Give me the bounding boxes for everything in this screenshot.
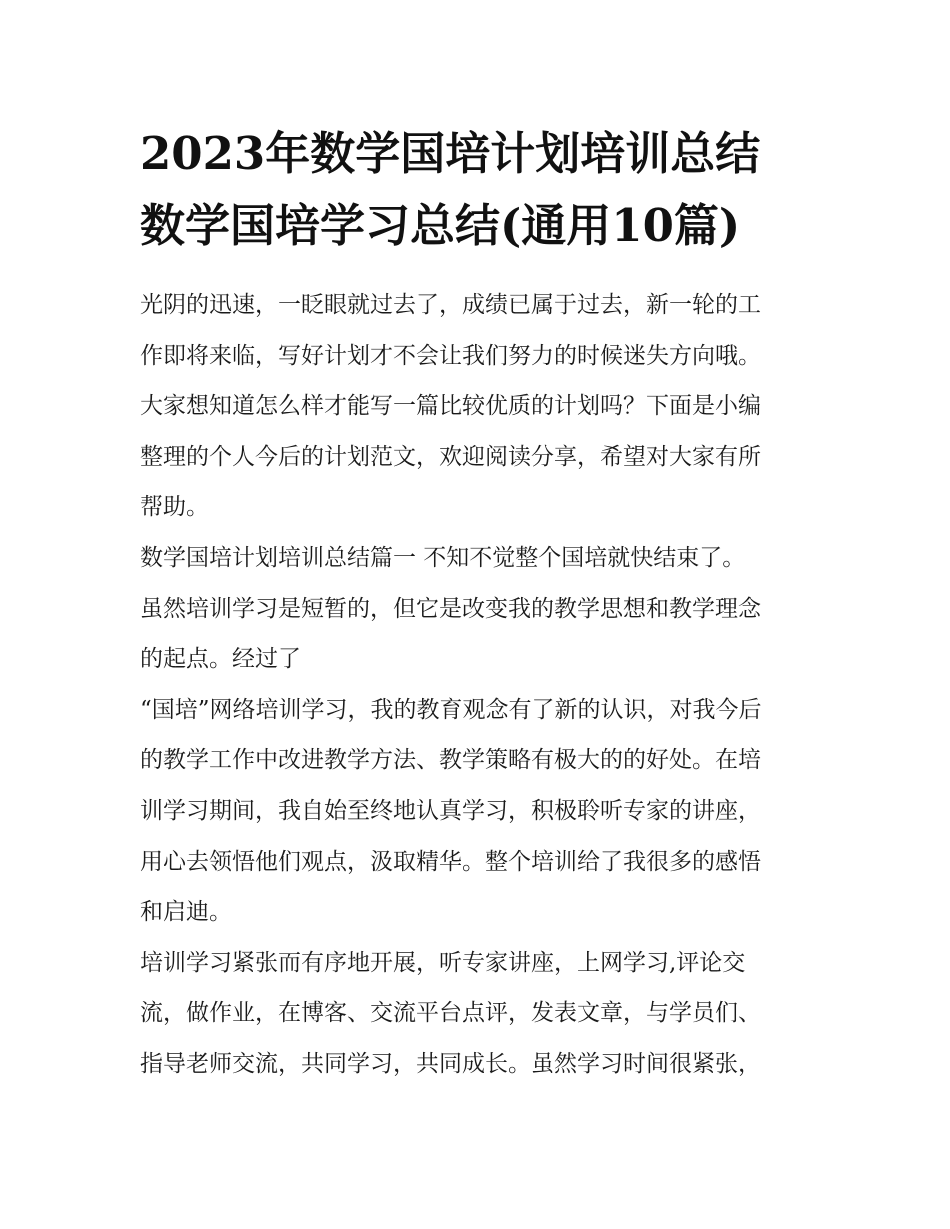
body-line: 的起点。经过了 — [140, 646, 301, 673]
body-line: 流，做作业，在博客、交流平台点评，发表文章，与学员们、 — [140, 1000, 761, 1027]
body-line: 用心去领悟他们观点，汲取精华。整个培训给了我很多的感悟 — [140, 848, 761, 875]
body-line: 培训学习紧张而有序地开展，听专家讲座，上网学习,评论交 — [140, 949, 746, 976]
body-line: 大家想知道怎么样才能写一篇比较优质的计划吗？下面是小编 — [140, 393, 761, 420]
title-line-1: 2023年数学国培计划培训总结 — [140, 127, 761, 180]
document-body — [140, 280, 820, 1090]
document-title — [140, 118, 820, 262]
body-line: 训学习期间，我自始至终地认真学习，积极聆听专家的讲座， — [140, 797, 761, 824]
body-line: 虽然培训学习是短暂的，但它是改变我的教学思想和教学理念 — [140, 595, 761, 622]
body-line: 整理的个人今后的计划范文，欢迎阅读分享，希望对大家有所 — [140, 443, 761, 470]
body-line: 作即将来临，写好计划才不会让我们努力的时候迷失方向哦。 — [140, 342, 761, 369]
body-line: 数学国培计划培训总结篇一 不知不觉整个国培就快结束了。 — [140, 544, 746, 571]
body-line: 光阴的迅速，一眨眼就过去了，成绩已属于过去，新一轮的工 — [140, 292, 761, 318]
body-line: 和启迪。 — [140, 899, 232, 926]
body-line: 的教学工作中改进教学方法、教学策略有极大的的好处。在培 — [140, 747, 761, 774]
body-line: “国培”网络培训学习，我的教育观念有了新的认识，对我今后 — [140, 696, 762, 723]
body-line: 帮助。 — [140, 494, 209, 521]
title-line-2: 数学国培学习总结(通用10篇) — [140, 199, 741, 252]
body-line: 指导老师交流，共同学习，共同成长。虽然学习时间很紧张， — [140, 1050, 761, 1077]
